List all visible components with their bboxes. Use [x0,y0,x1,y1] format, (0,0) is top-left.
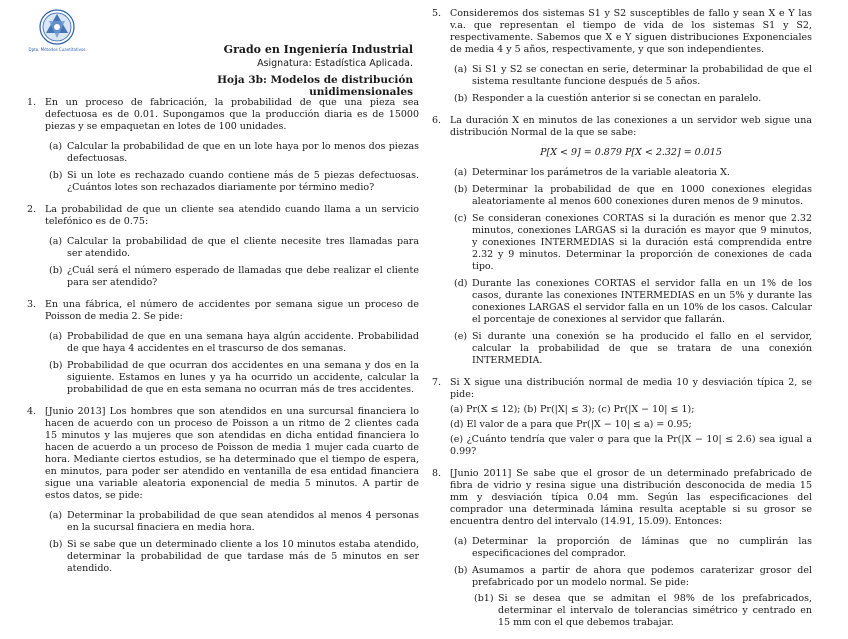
sub-text: Probabilidad de que en una semana haya algún accidente. Probabilidad de que haya 4 accidentes en el trascurso de dos semanas. [67,331,419,354]
problem-number: 1. [27,97,37,108]
sub-item [45,236,419,260]
sub-sub-item [472,593,812,629]
problem-number: 2. [27,204,37,215]
problem-number: 8. [432,468,442,479]
sub-item [45,510,419,534]
formula: P[X < 9] = 0.879 P[X < 2.32] = 0.015 [540,147,722,158]
problem-line: (e) ¿Cuánto tendría que valer σ para que la Pr(|X − 10| ≤ 2.6) sea igual a 0.99? [450,434,812,457]
sub-item [450,536,812,560]
problem-number: 6. [432,115,442,126]
sub-label: (b) [49,539,63,550]
problem-6 [432,115,812,367]
sub-label: (c) [454,213,467,224]
sub-text: Responder a la cuestión anterior si se conectan en paralelo. [472,93,762,104]
sub-label: (d) [454,278,468,289]
sub-text: ¿Cuál será el número esperado de llamadas que debe realizar el cliente para ser atendido? [67,265,419,288]
sub-item [45,170,419,194]
sub-text: Calcular la probabilidad de que en un lote haya por lo menos dos piezas defectuosas. [67,141,419,164]
svg-text:Dpto. Métodos Cuantitativos: Dpto. Métodos Cuantitativos [28,47,86,52]
university-logo [28,8,86,56]
sub-label: (b) [454,184,468,195]
problem-statement: La duración X en minutos de las conexiones a un servidor web sigue una distribución Normal de la que se sabe: [450,115,812,138]
sub-label: (b) [454,93,468,104]
subject-title: Asignatura: Estadística Aplicada. [257,58,413,69]
problem-number: 7. [432,377,442,388]
sub-sub-text: Si se desea que se admitan el 98% de los prefabricados, determinar el intervalo de tolerancias simétrico y centrado en 15 mm con el que debemos trabajar. [498,593,812,628]
sub-item [450,64,812,88]
sub-text: Determinar la probabilidad de que en 1000 conexiones elegidas aleatoriamente al menos 600 conexiones duren menos de 9 minutos. [472,184,812,207]
sub-item [450,93,812,105]
problem-8 [432,468,812,629]
sub-label: (a) [454,64,468,75]
problem-1 [27,97,419,194]
sub-text: Determinar la proporción de láminas que no cumplirán las especificaciones del comprador. [472,536,812,559]
problem-4 [27,406,419,575]
problem-statement: Consideremos dos sistemas S1 y S2 susceptibles de fallo y sean X e Y las v.a. que representan el tiempo de vida de los sistemas S1 y S2, respectivamente. Sabemos que X e Y siguen distribuciones Exponenciales de media 4 y 5 años, respectivamente, y que son independientes. [450,8,812,55]
sub-text: Si se sabe que un determinado cliente a los 10 minutos estaba atendido, determinar la probabilidad de que tardase más de 5 minutos en ser atendido. [67,539,419,574]
sub-label: (a) [454,167,468,178]
sub-item [45,539,419,575]
sub-text: Si durante una conexión se ha producido el fallo en el servidor, calcular la probabilidad de que se tratara de una conexión INTERMEDIA. [472,331,812,366]
sub-text: Si un lote es rechazado cuando contiene más de 5 piezas defectuosas. ¿Cuántos lotes son rechazados diariamente por término medio? [67,170,419,193]
sub-item [45,141,419,165]
problem-statement: En un proceso de fabricación, la probabilidad de que una pieza sea defectuosa es de 0.01. Supongamos que la producción diaria es de 15000 piezas y se empaquetan en lotes de 100 unidades. [45,97,419,132]
sub-text: Se consideran conexiones CORTAS si la duración es menor que 2.32 minutos, conexiones LARGAS si la duración es mayor que 9 minutos, y conexiones INTERMEDIAS si la duración está comprendida entre 2.32 y 9 minutos. Determinar la proporción de conexiones de cada tipo. [472,213,812,272]
sub-label: (a) [49,331,63,342]
problem-statement: En una fábrica, el número de accidentes por semana sigue un proceso de Poisson de media 2. Se pide: [45,299,419,322]
problem-5 [432,8,812,105]
sub-label: (a) [49,236,63,247]
sub-label: (a) [49,510,63,521]
sub-item [45,360,419,396]
sub-label: (a) [49,141,63,152]
right-column [432,8,812,639]
problem-3 [27,299,419,396]
sub-item [45,331,419,355]
problem-statement: [Junio 2013] Los hombres que son atendidos en una surcursal financiera lo hacen de acuerdo con un proceso de Poisson a un ritmo de 2 clientes cada 15 minutos y las mujeres que son atendidas en dicha entidad financiera lo hacen de acuerdo a un proceso de Poisson de media 1 mujer cada cuarto de hora. Mediante ciertos estudios, se ha determinado que el tiempo de espera, en minutos, para poder ser atendido en ventanilla de esa entidad financiera sigue una variable aleatoria exponencial de media 5 minutos. A partir de estos datos, se pide: [45,406,419,501]
problem-2 [27,204,419,289]
sub-item [450,184,812,208]
problem-number: 3. [27,299,37,310]
left-column [27,97,419,585]
problem-statement: La probabilidad de que un cliente sea atendido cuando llama a un servicio telefónico es de 0.75: [45,204,419,227]
sub-text: Durante las conexiones CORTAS el servidor falla en un 1% de los casos, durante las conexiones INTERMEDIAS en un 5% y durante las conexiones LARGAS el servidor falla en un 10% de los casos. Calcular el porcentaje de conexiones al servidor que fallarán. [472,278,812,325]
sub-sub-label: (b1) [474,593,494,604]
sub-item [450,565,812,629]
degree-title: Grado en Ingeniería Industrial [223,43,413,56]
problem-number: 4. [27,406,37,417]
sub-label: (a) [454,536,468,547]
sub-label: (b) [454,565,468,576]
sheet-title: Hoja 3b: Modelos de distribución unidimensionales [217,74,413,98]
problem-line: (a) Pr(X ≤ 12); (b) Pr(|X| ≤ 3); (c) Pr(|X − 10| ≤ 1); [450,404,695,415]
sub-text: Calcular la probabilidad de que el cliente necesite tres llamadas para ser atendido. [67,236,419,259]
problem-number: 5. [432,8,442,19]
sub-text: Si S1 y S2 se conectan en serie, determinar la probabilidad de que el sistema resultante funcione después de 5 años. [472,64,812,87]
problem-statement: [Junio 2011] Se sabe que el grosor de un determinado prefabricado de fibra de vidrio y resina sigue una distribución desconocida de media 15 mm y desviación típica 0.04 mm. Según las especificaciones del comprador una determinada lámina resulta aceptable si su grosor se encuentra dentro del intervalo (14.91, 15.09). Entonces: [450,468,812,527]
sub-item [450,167,812,179]
sub-item [45,265,419,289]
problem-statement: Si X sigue una distribución normal de media 10 y desviación típica 2, se pide: [450,377,812,400]
sub-label: (b) [49,265,63,276]
problem-7 [432,377,812,458]
sub-text: Asumamos a partir de ahora que podemos caraterizar grosor del prefabricado por un modelo normal. Se pide: [472,565,812,588]
sub-item [450,213,812,273]
sub-label: (b) [49,170,63,181]
problem-line: (d) El valor de a para que Pr(|X − 10| ≤ a) = 0.95; [450,419,692,430]
sub-text: Determinar la probabilidad de que sean atendidos al menos 4 personas en la sucursal finaciera en media hora. [67,510,419,533]
sub-item [450,331,812,367]
sub-item [450,278,812,326]
sub-label: (b) [49,360,63,371]
sub-label: (e) [454,331,468,342]
sub-text: Probabilidad de que ocurran dos accidentes en una semana y dos en la siguiente. Estamos en lunes y ya ha ocurrido un accidente, calcular la probabilidad de que en esta semana no ocurran más de tres accidentes. [67,360,419,395]
sub-text: Determinar los parámetros de la variable aleatoria X. [472,167,730,178]
